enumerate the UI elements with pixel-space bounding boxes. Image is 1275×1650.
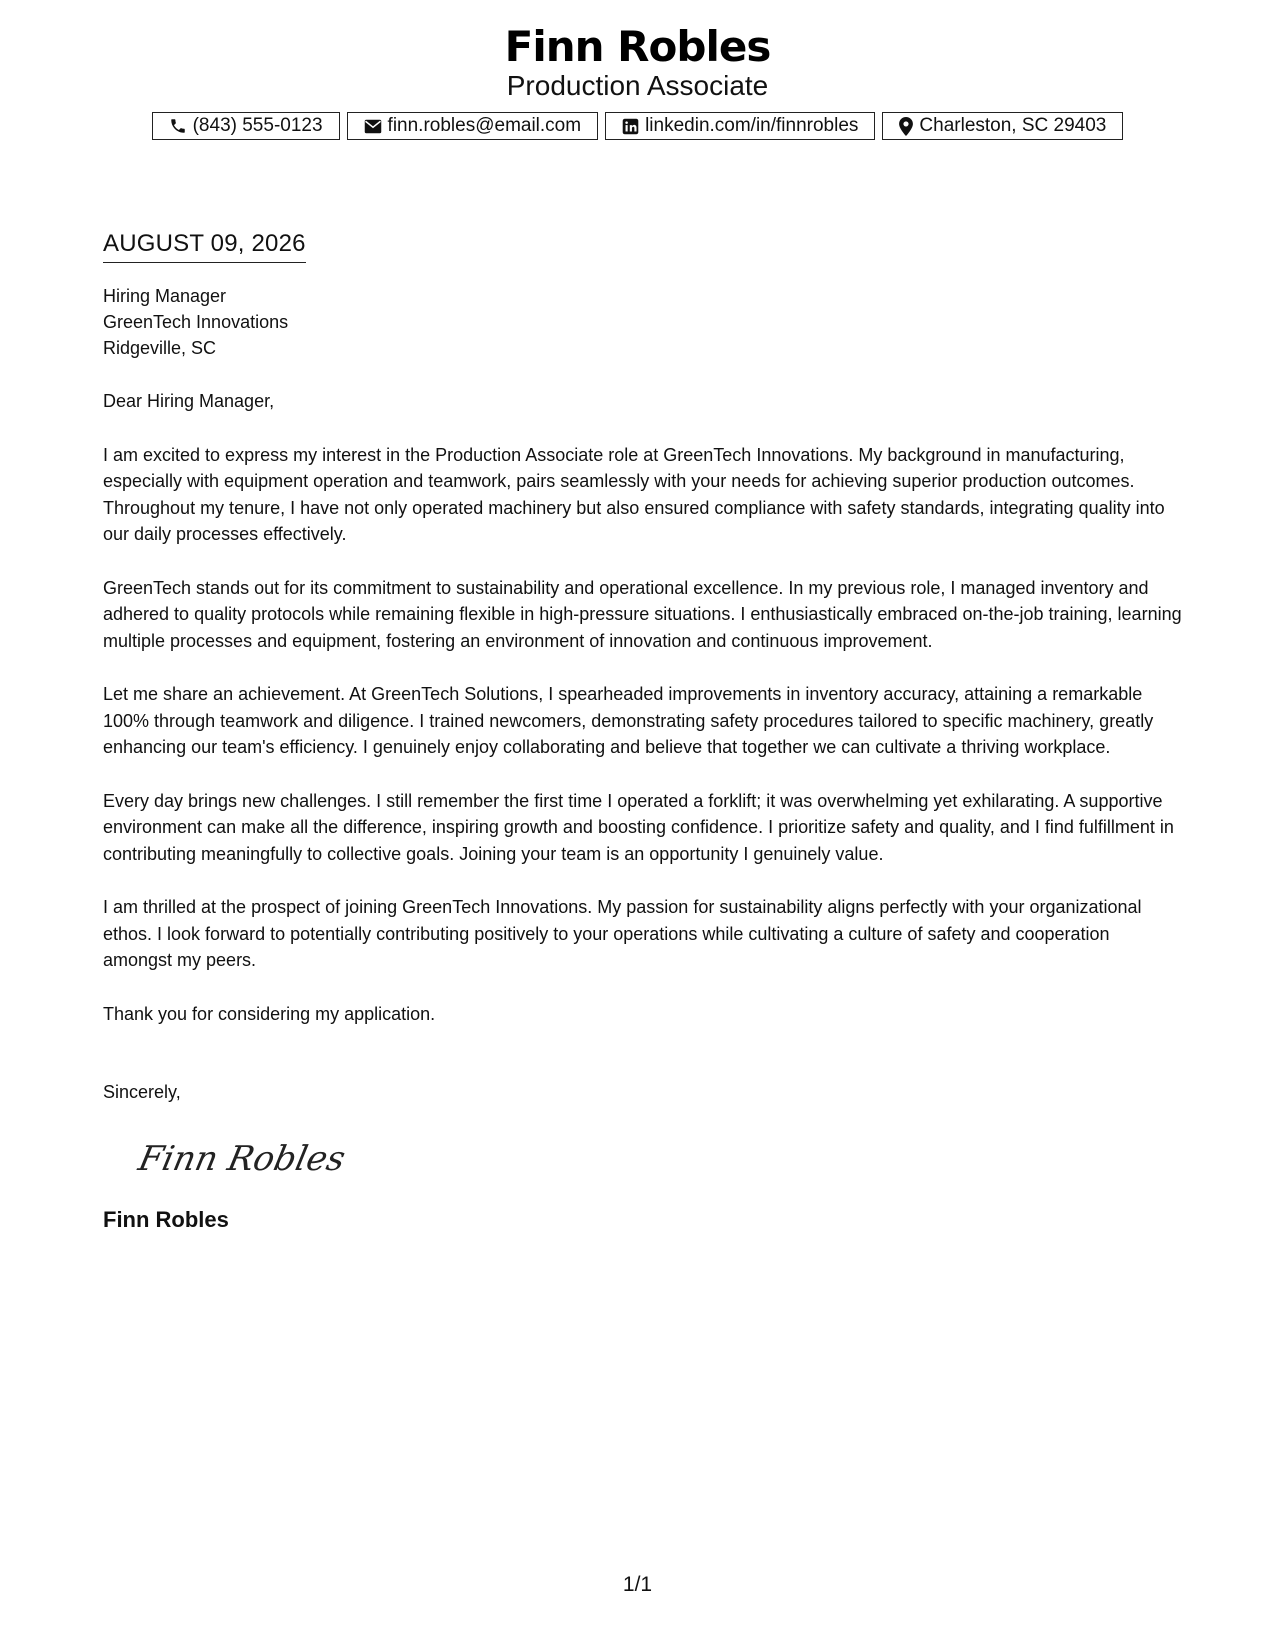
contact-bar xyxy=(0,112,1275,140)
contact-phone[interactable] xyxy=(152,112,340,140)
contact-email[interactable] xyxy=(347,112,599,140)
phone-icon xyxy=(169,117,187,135)
envelope-icon xyxy=(364,119,382,134)
body-paragraph: Thank you for considering my application. xyxy=(103,1003,436,1024)
svg-text:Finn Robles: Finn Robles xyxy=(135,1138,349,1179)
recipient-location: Ridgeville, SC xyxy=(103,338,217,358)
salutation: Dear Hiring Manager, xyxy=(103,391,275,411)
page-number: 1/1 xyxy=(622,1573,653,1596)
linkedin-icon xyxy=(622,118,639,135)
recipient-line: Hiring Manager xyxy=(103,286,227,306)
letter-body xyxy=(103,229,1183,1234)
applicant-job-title: Production Associate xyxy=(506,70,769,101)
recipient-company: GreenTech Innovations xyxy=(103,312,289,332)
map-pin-icon xyxy=(899,117,913,136)
contact-linkedin[interactable] xyxy=(605,112,875,140)
body-paragraph: Let me share an achievement. At GreenTech Solutions, I spearheaded improvements in inventory accuracy, attaining a remarkable 100% through teamwork and diligence. I trained newcomers, demonstrating safety procedures tailored to specific machinery, greatly enhancing our team's efficiency. I genuinely enjoy collaborating and believe that together we can cultivate a thriving workplace. xyxy=(103,684,1154,757)
linkedin-text: linkedin.com/in/finnrobles xyxy=(645,115,859,136)
closing: Sincerely, xyxy=(103,1082,181,1102)
applicant-name: Finn Robles xyxy=(504,22,771,71)
body-paragraph: GreenTech stands out for its commitment to sustainability and operational excellence. In my previous role, I managed inventory and adhered to quality protocols while remaining flexible in high-pressure situations. I enthusiastically embraced on-the-job training, learning multiple processes and equipment, fostering an environment of innovation and continuous improvement. xyxy=(103,577,1182,651)
body-paragraph: I am thrilled at the prospect of joining GreenTech Innovations. My passion for sustainability aligns perfectly with your organizational ethos. I look forward to potentially contributing positively to your operations while cultivating a culture of safety and cooperation amongst my peers. xyxy=(103,897,1142,970)
location-text: Charleston, SC 29403 xyxy=(919,115,1107,136)
body-paragraph: Every day brings new challenges. I still remember the first time I operated a forklift; it was overwhelming yet exhilarating. A supportive environment can make all the difference, inspiring growth and boosting confidence. I prioritize safety and quality, and I find fulfillment in contributing meaningfully to collective goals. Joining your team is an opportunity I genuinely value. xyxy=(103,790,1174,864)
signer-name: Finn Robles xyxy=(103,1206,229,1232)
handwritten-signature xyxy=(135,1132,1183,1182)
signature-image xyxy=(135,1132,349,1182)
body-paragraph: I am excited to express my interest in the Production Associate role at GreenTech Innovations. My background in manufacturing, especially with equipment operation and teamwork, pairs seamlessly with your needs for achieving superior production outcomes. Throughout my tenure, I have not only operated machinery but also ensured compliance with safety standards, integrating quality into our daily processes effectively. xyxy=(103,444,1165,544)
recipient-block xyxy=(103,283,1183,361)
phone-text: (843) 555-0123 xyxy=(192,115,323,136)
contact-location[interactable] xyxy=(882,112,1123,140)
letter-date: AUGUST 09, 2026 xyxy=(103,229,306,263)
letter-header xyxy=(0,22,1275,140)
email-text: finn.robles@email.com xyxy=(387,115,582,136)
